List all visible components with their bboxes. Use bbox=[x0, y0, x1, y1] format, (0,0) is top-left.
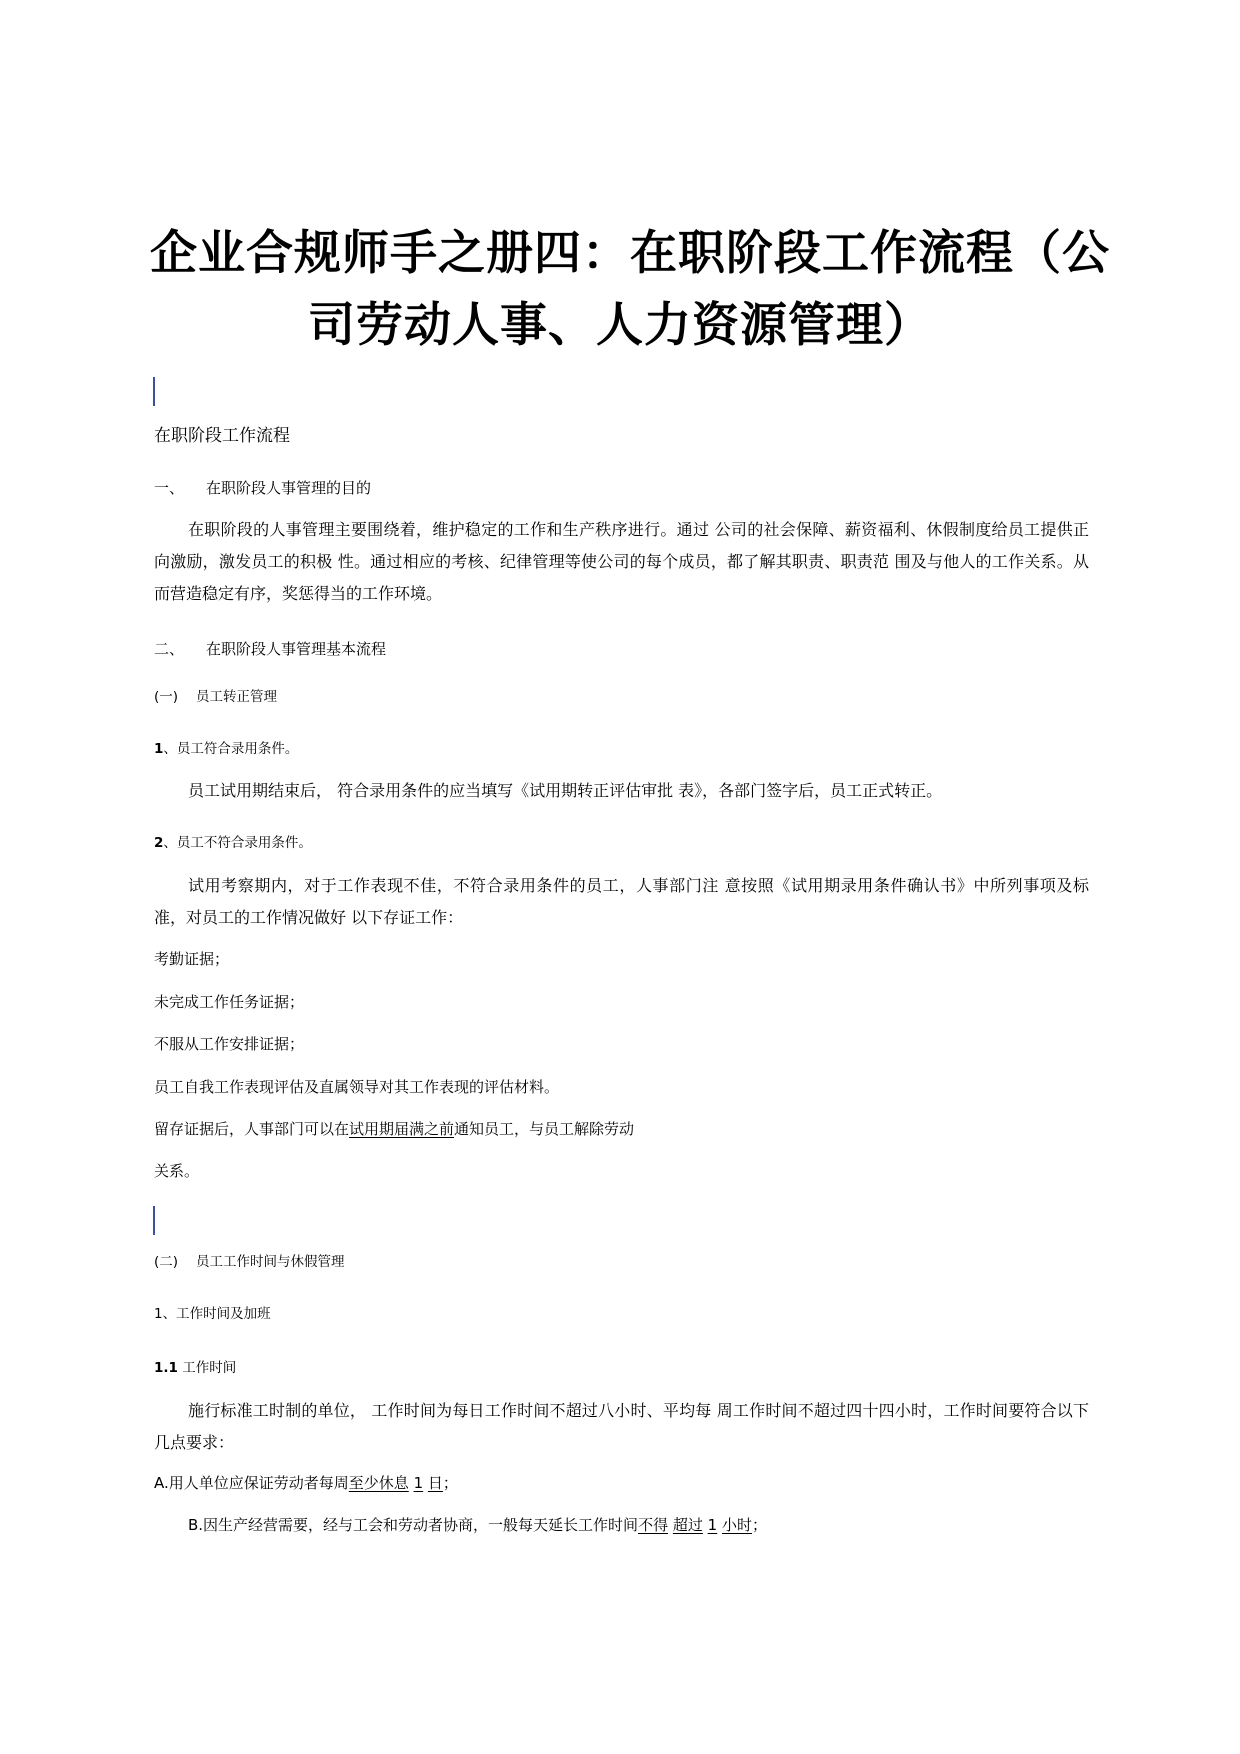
section-1-body: 在职阶段的人事管理主要围绕着，维护稳定的工作和生产秩序进行。通过 公司的社会保障、薪资福利、休假制度给员工提供正向激励，激发员工的积极 性。通过相应的考核、纪律管理等使公司的每个成员，都了解其职责、职责范 围及与他人的工作关系。从而营造稳定有序，奖惩得当的工作环境。 bbox=[154, 520, 1089, 603]
evidence-item: 考勤证据； bbox=[154, 950, 230, 968]
point-a-underline-1: 至少休息 bbox=[348, 1474, 409, 1492]
item-2-heading bbox=[154, 831, 312, 851]
item-2-body: 试用考察期内，对于工作表现不佳，不符合录用条件的员工，人事部门注 意按照《试用期录用条件确认书》中所列事项及标准，对员工的工作情况做好 以下存证工作： bbox=[154, 876, 1089, 927]
text-cursor-mark bbox=[153, 1206, 155, 1235]
section-2-heading bbox=[154, 638, 386, 659]
subsection-1-label: (一) bbox=[154, 689, 179, 705]
evidence-item: 未完成工作任务证据； bbox=[154, 993, 305, 1011]
point-b-number: 1 bbox=[707, 1516, 718, 1534]
point-b-prefix: B.因生产经营需要，经与工会和劳动者协商，一般每天延长工作时间 bbox=[188, 1516, 639, 1534]
closing-line-2: 关系。 bbox=[154, 1162, 200, 1180]
closing-part-2: 通知员工，与员工解除劳动 bbox=[454, 1120, 635, 1138]
item-2-title: 、员工不符合录用条件。 bbox=[163, 835, 312, 851]
subsection-2-title: 员工工作时间与休假管理 bbox=[196, 1254, 345, 1270]
sub2-item-1-heading: 1、工作时间及加班 bbox=[154, 1306, 271, 1322]
point-a-underline-2: 日 bbox=[427, 1474, 443, 1492]
point-a bbox=[154, 1472, 458, 1493]
point-b-underline-2: 超过 bbox=[672, 1516, 703, 1534]
title-line-1: 企业合规师手之册四：在职阶段工作流程（公 bbox=[150, 226, 1110, 281]
point-b bbox=[188, 1514, 767, 1535]
point-a-number: 1 bbox=[413, 1474, 424, 1492]
closing-line-1 bbox=[154, 1118, 634, 1139]
item-1-heading bbox=[154, 737, 298, 757]
section-1-title: 在职阶段人事管理的目的 bbox=[206, 479, 372, 497]
sub2-item-1-1-heading bbox=[154, 1356, 236, 1376]
sub2-item-1-1-number: 1.1 bbox=[154, 1360, 178, 1376]
point-b-underline-1: 不得 bbox=[638, 1516, 669, 1534]
item-1-title: 、员工符合录用条件。 bbox=[163, 741, 299, 757]
evidence-item: 不服从工作安排证据； bbox=[154, 1035, 305, 1053]
text-cursor-mark bbox=[153, 377, 155, 406]
document-title bbox=[150, 218, 1110, 362]
closing-part-1: 留存证据后，人事部门可以在 bbox=[154, 1120, 350, 1138]
section-1-heading bbox=[154, 477, 371, 498]
section-2-number: 二、 bbox=[154, 640, 185, 658]
point-a-prefix: A.用人单位应保证劳动者每周 bbox=[154, 1474, 349, 1492]
subsection-1-heading bbox=[154, 685, 277, 705]
item-1-number: 1 bbox=[154, 741, 164, 757]
point-b-underline-3: 小时 bbox=[721, 1516, 752, 1534]
subsection-2-heading bbox=[154, 1250, 345, 1270]
title-line-2: 司劳动人事、人力资源管理） bbox=[308, 298, 932, 353]
section-heading: 在职阶段工作流程 bbox=[154, 426, 290, 446]
section-2-title: 在职阶段人事管理基本流程 bbox=[206, 640, 387, 658]
subsection-1-title: 员工转正管理 bbox=[196, 689, 278, 705]
point-a-suffix: ； bbox=[442, 1474, 458, 1492]
point-b-suffix: ； bbox=[752, 1516, 768, 1534]
item-1-body: 员工试用期结束后， 符合录用条件的应当填写《试用期转正评估审批 表》，各部门签字后，员工正式转正。 bbox=[188, 781, 943, 800]
section-1-number: 一、 bbox=[154, 479, 185, 497]
sub2-item-1-1-title: 工作时间 bbox=[182, 1360, 237, 1376]
evidence-item: 员工自我工作表现评估及直属领导对其工作表现的评估材料。 bbox=[154, 1078, 560, 1096]
closing-underlined: 试用期届满之前 bbox=[349, 1120, 455, 1138]
sub2-body: 施行标准工时制的单位， 工作时间为每日工作时间不超过八小时、平均每 周工作时间不超过四十四小时，工作时间要符合以下几点要求： bbox=[154, 1401, 1089, 1452]
subsection-2-label: (二) bbox=[154, 1254, 179, 1270]
item-2-number: 2 bbox=[154, 835, 164, 851]
